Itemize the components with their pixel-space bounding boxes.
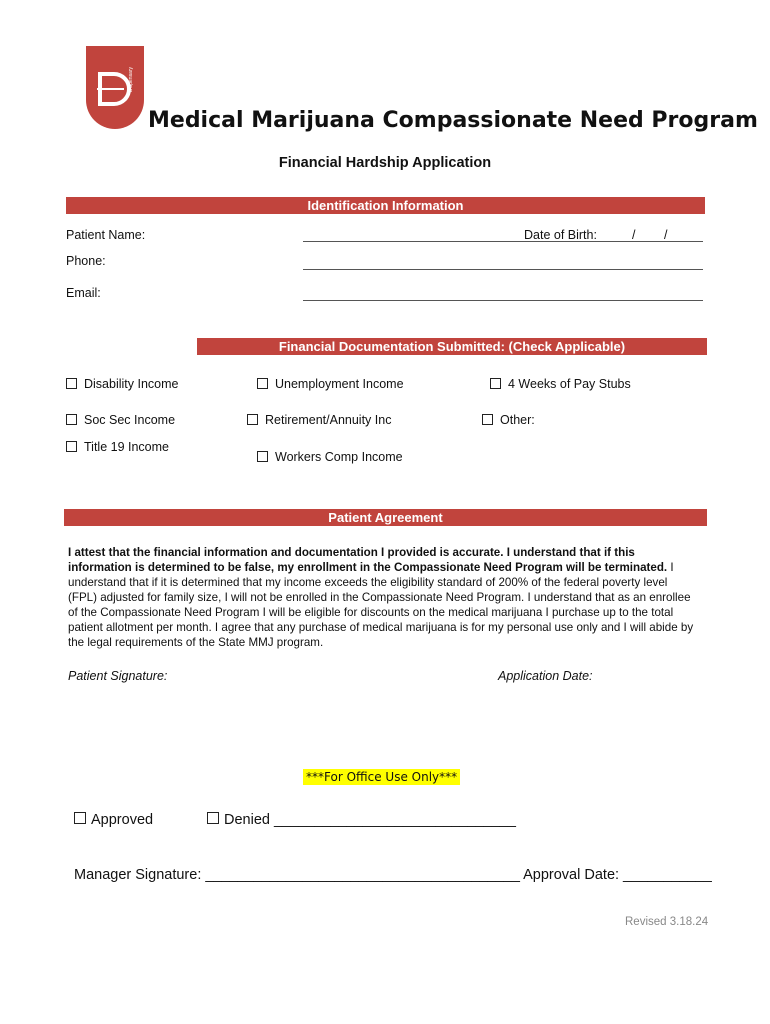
denied-checkbox[interactable]: Denied ______________________________ bbox=[207, 812, 516, 828]
checkbox-icon bbox=[66, 414, 77, 425]
agreement-body-text: I understand that if it is determined that my income exceeds the eligibility standard of 200% of the federal poverty level (FPL) adjusted for family size, I will not be enrolled in the Compassionate Need Program. I understand that as an enrollee of the Compassionate Need Program I will be eligible for discounts on the medical marijuana I purchase up to the total patient allotment per month. I agree that any purchase of medical marijuana is for my personal use only and I will abide by the legal requirements of the State MMJ program. bbox=[68, 561, 694, 649]
logo-text: Dispensary bbox=[128, 66, 134, 92]
dob-separator-1: / bbox=[632, 228, 636, 242]
checkbox-retirement-annuity[interactable]: Retirement/Annuity Inc bbox=[247, 413, 391, 427]
office-use-label: ***For Office Use Only*** bbox=[303, 769, 460, 785]
patient-name-line[interactable] bbox=[303, 241, 703, 242]
checkbox-icon bbox=[257, 378, 268, 389]
phone-line[interactable] bbox=[303, 269, 703, 270]
checkbox-icon bbox=[482, 414, 493, 425]
checkbox-icon bbox=[74, 812, 86, 824]
checkbox-disability-income[interactable]: Disability Income bbox=[66, 377, 178, 391]
dob-label: Date of Birth: bbox=[524, 228, 597, 242]
page-subtitle: Financial Hardship Application bbox=[278, 155, 492, 171]
agreement-header: Patient Agreement bbox=[64, 509, 707, 526]
manager-signature-line: Manager Signature: _______________________________________ Approval Date: ___________ bbox=[74, 867, 712, 883]
checkbox-unemployment-income[interactable]: Unemployment Income bbox=[257, 377, 404, 391]
checkbox-icon bbox=[66, 441, 77, 452]
checkbox-other[interactable]: Other: bbox=[482, 413, 535, 427]
email-label: Email: bbox=[66, 286, 101, 300]
patient-signature-label: Patient Signature: bbox=[68, 669, 168, 683]
phone-label: Phone: bbox=[66, 254, 106, 268]
checkbox-icon bbox=[207, 812, 219, 824]
financial-header: Financial Documentation Submitted: (Check Applicable) bbox=[197, 338, 707, 355]
dob-separator-2: / bbox=[664, 228, 668, 242]
checkbox-workers-comp[interactable]: Workers Comp Income bbox=[257, 450, 403, 464]
checkbox-icon bbox=[66, 378, 77, 389]
application-date-label: Application Date: bbox=[498, 669, 593, 683]
checkbox-title-19-income[interactable]: Title 19 Income bbox=[66, 440, 169, 454]
identification-header: Identification Information bbox=[66, 197, 705, 214]
checkbox-pay-stubs[interactable]: 4 Weeks of Pay Stubs bbox=[490, 377, 631, 391]
email-line[interactable] bbox=[303, 300, 703, 301]
patient-name-label: Patient Name: bbox=[66, 228, 146, 242]
checkbox-icon bbox=[490, 378, 501, 389]
revised-date: Revised 3.18.24 bbox=[625, 916, 709, 928]
dispensary-logo bbox=[84, 46, 146, 130]
approved-checkbox[interactable]: Approved bbox=[74, 812, 153, 828]
checkbox-icon bbox=[257, 451, 268, 462]
agreement-bold-text: I attest that the financial information and documentation I provided is accurate. I understand that if this information is determined to be false, my enrollment in the Compassionate Need Program will be terminated. bbox=[68, 546, 668, 574]
checkbox-soc-sec-income[interactable]: Soc Sec Income bbox=[66, 413, 175, 427]
agreement-text bbox=[68, 545, 694, 650]
checkbox-icon bbox=[247, 414, 258, 425]
page-title: Medical Marijuana Compassionate Need Program bbox=[148, 108, 758, 133]
